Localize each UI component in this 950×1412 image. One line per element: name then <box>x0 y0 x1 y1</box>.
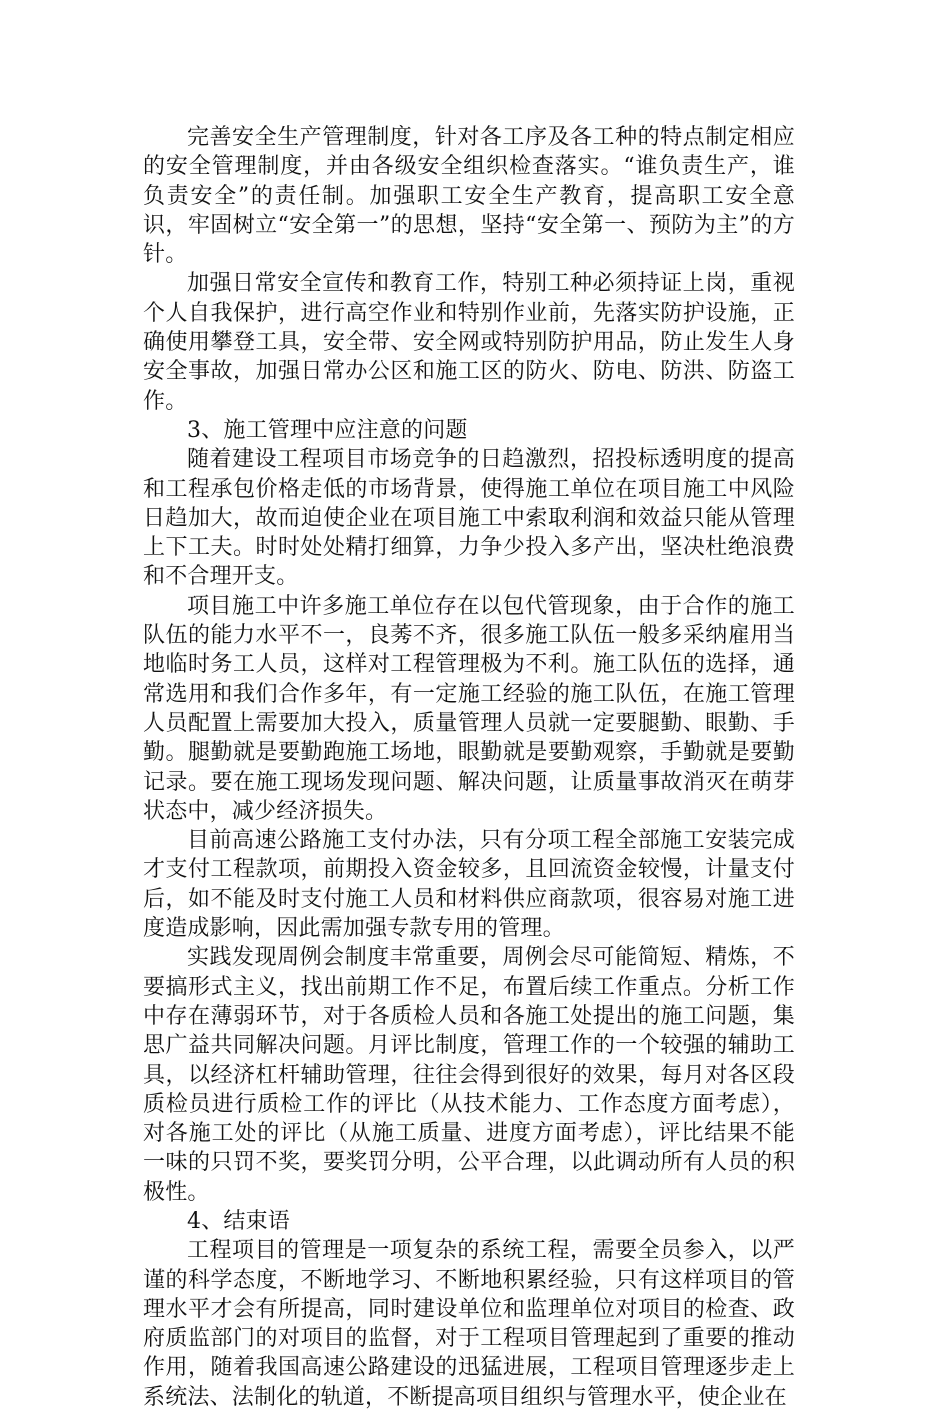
section-heading-construction-issues: 3、施工管理中应注意的问题 <box>187 417 468 443</box>
paragraph-subcontracting: 项目施工中许多施工单位存在以包代管现象，由于合作的施工队伍的能力水平不一，良莠不齐，很多施工队伍一般多采纳雇用当地临时务工人员，这样对工程管理极为不利。施工队伍的选择，通常选用和我们合作多年，有一定施工经验的施工队伍，在施工管理人员配置上需要加大投入，质量管理人员就一定要腿勤、眼勤、手勤。腿勤就是要勤跑施工场地，眼勤就是要勤观察，手勤就是要勤记录。要在施工现场发现问题、解决问题，让质量事故消灭在萌芽状态中，减少经济损失。 <box>143 593 795 824</box>
paragraph-weekly-meeting: 实践发现周例会制度丰常重要，周例会尽可能简短、精炼，不要搞形式主义，找出前期工作不足，布置后续工作重点。分析工作中存在薄弱环节，对于各质检人员和各施工处提出的施工问题，集思广益共同解决问题。月评比制度，管理工作的一个较强的辅助工具，以经济杠杆辅助管理，往往会得到很好的效果，每月对各区段质检员进行质检工作的评比（从技术能力、工作态度方面考虑），对各施工处的评比（从施工质量、进度方面考虑），评比结果不能一味的只罚不奖，要奖罚分明，公平合理，以此调动所有人员的积极性。 <box>143 945 795 1205</box>
paragraph-market-background: 随着建设工程项目市场竞争的日趋激烈，招投标透明度的提高和工程承包价格走低的市场背景，使得施工单位在项目施工中风险日趋加大，故而迫使企业在项目施工中索取利润和效益只能从管理上下工夫。时时处处精打细算，力争少投入多产出，坚决杜绝浪费和不合理开支。 <box>143 447 795 590</box>
paragraph-safety-education: 加强日常安全宣传和教育工作，特别工种必须持证上岗，重视个人自我保护，进行高空作业和特别作业前，先落实防护设施，正确使用攀登工具，安全带、安全网或特别防护用品，防止发生人身安全事故，加强日常办公区和施工区的防火、防电、防洪、防盗工作。 <box>143 271 795 414</box>
paragraph-payment-method: 目前高速公路施工支付办法，只有分项工程全部施工安装完成才支付工程款项，前期投入资金较多，且回流资金较慢，计量支付后，如不能及时支付施工人员和材料供应商款项，很容易对施工进度造成影响，因此需加强专款专用的管理。 <box>143 828 795 942</box>
document-body <box>143 123 795 1412</box>
section-heading-conclusion: 4、结束语 <box>187 1208 290 1234</box>
paragraph-conclusion: 工程项目的管理是一项复杂的系统工程，需要全员参入，以严谨的科学态度，不断地学习、不断地积累经验，只有这样项目的管理水平才会有所提高，同时建设单位和监理单位对项目的检查、政府质监部门的对项目的监督，对于工程项目管理起到了重要的推动作用，随着我国高速公路建设的迅猛进展，工程项目管理逐步走上系统法、法制化的轨道，不断提高项目组织与管理水平，使企业在 <box>143 1238 795 1410</box>
paragraph-safety-management: 完善安全生产管理制度，针对各工序及各工种的特点制定相应的安全管理制度，并由各级安全组织检查落实。“谁负责生产，谁负责安全”的责任制。加强职工安全生产教育，提高职工安全意识，牢固树立“安全第一”的思想，坚持“安全第一、预防为主”的方针。 <box>143 125 795 268</box>
